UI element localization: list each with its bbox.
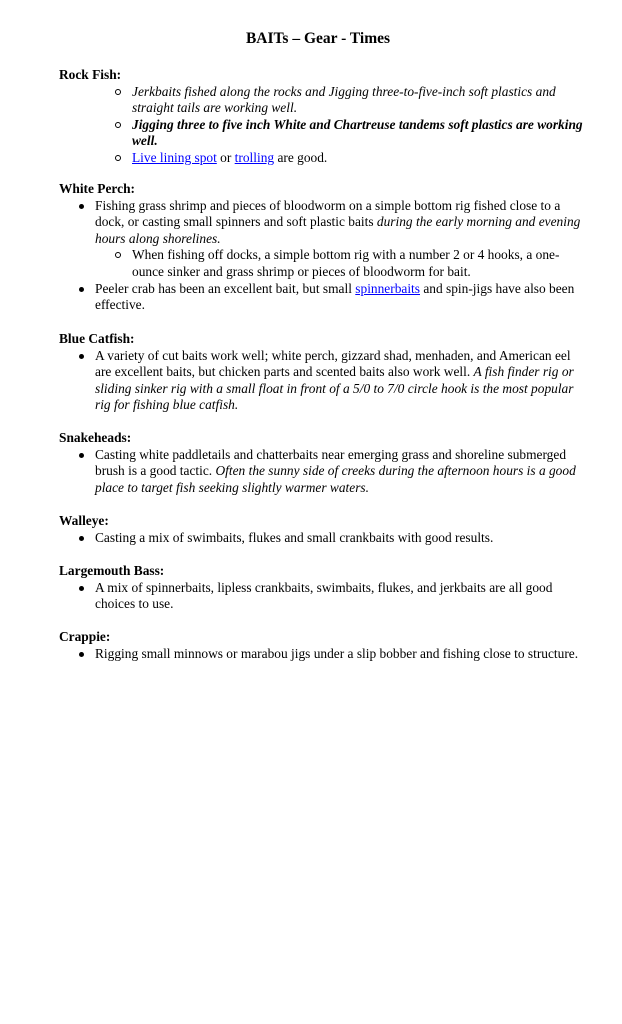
spinnerbaits-link[interactable]: spinnerbaits: [355, 280, 420, 296]
item-text: Jigging three to five inch White and Chartreuse tandems soft plastics are working well.: [132, 116, 583, 149]
section-crappie: [59, 629, 589, 662]
section-rock-fish: [59, 67, 589, 167]
document-title: BAITs – Gear - Times: [245, 30, 391, 47]
item-text: Rigging small minnows or marabou jigs under a slip bobber and fishing close to structure.: [95, 645, 579, 661]
section-heading: Snakeheads:: [59, 430, 132, 445]
white-perch-sublist: [59, 247, 589, 280]
item-text: Casting a mix of swimbaits, flukes and small crankbaits with good results.: [95, 529, 494, 545]
list-item: [59, 530, 589, 547]
section-heading: Crappie:: [59, 629, 111, 644]
section-heading: White Perch:: [59, 181, 135, 196]
section-blue-catfish: [59, 331, 589, 414]
trolling-link[interactable]: trolling: [234, 149, 275, 165]
section-heading: Blue Catfish:: [59, 331, 135, 346]
item-text: Casting white paddletails and chatterbaits near emerging grass and shoreline submerged brush is a good tactic.: [95, 446, 567, 479]
item-text-italic: during the early morning and evening hours along shorelines.: [95, 214, 581, 246]
white-perch-list: [59, 198, 589, 314]
list-item: [59, 198, 589, 281]
section-heading: Walleye:: [59, 513, 109, 528]
item-text: A mix of spinnerbaits, lipless crankbaits, swimbaits, flukes, and jerkbaits are all good choices to use.: [95, 579, 553, 612]
blue-catfish-list: [59, 348, 589, 414]
list-item: [59, 150, 589, 167]
list-item: [59, 580, 589, 613]
list-item: [59, 646, 589, 663]
item-text: are good.: [274, 149, 328, 165]
section-largemouth-bass: [59, 563, 589, 613]
section-white-perch: [59, 181, 589, 314]
list-item: [59, 281, 589, 314]
list-item: [59, 348, 589, 414]
section-snakeheads: [59, 430, 589, 496]
list-item: [59, 117, 589, 150]
item-text: Peeler crab has been an excellent bait, but small: [95, 280, 356, 296]
walleye-list: [59, 530, 589, 547]
item-text: When fishing off docks, a simple bottom rig with a number 2 or 4 hooks, a one-ounce sinker and grass shrimp or pieces of bloodworm for bait.: [132, 247, 560, 279]
section-walleye: [59, 513, 589, 546]
item-text: Jerkbaits fished along the rocks and Jigging three-to-five-inch soft plastics and straight tails are working well.: [132, 83, 556, 116]
snakeheads-list: [59, 447, 589, 497]
sub-list-item: [95, 247, 589, 280]
crappie-list: [59, 646, 589, 663]
item-text: A variety of cut baits work well; white perch, gizzard shad, menhaden, and American eel are excellent baits, but chicken parts and scented baits also work well.: [95, 347, 571, 380]
section-heading: Rock Fish:: [59, 67, 122, 82]
rock-fish-list: [59, 84, 589, 167]
item-text-italic: Often the sunny side of creeks during the afternoon hours is a good place to target fish seeking slightly warmer waters.: [95, 463, 576, 495]
list-item: [59, 447, 589, 497]
live-lining-spot-link[interactable]: Live lining spot: [132, 149, 217, 165]
item-text: and spin-jigs have also been effective.: [95, 280, 575, 313]
largemouth-bass-list: [59, 580, 589, 613]
section-heading: Largemouth Bass:: [59, 563, 165, 578]
item-text: or: [216, 149, 235, 165]
item-text-italic: A fish finder rig or sliding sinker rig with a small float in front of a 5/0 to 7/0 circle hook is the most popular rig for fishing blue catfish.: [95, 364, 574, 413]
list-item: [59, 84, 589, 117]
item-text: Fishing grass shrimp and pieces of bloodworm on a simple bottom rig fished close to a dock, or casting small spinners and soft plastic baits: [95, 197, 561, 230]
